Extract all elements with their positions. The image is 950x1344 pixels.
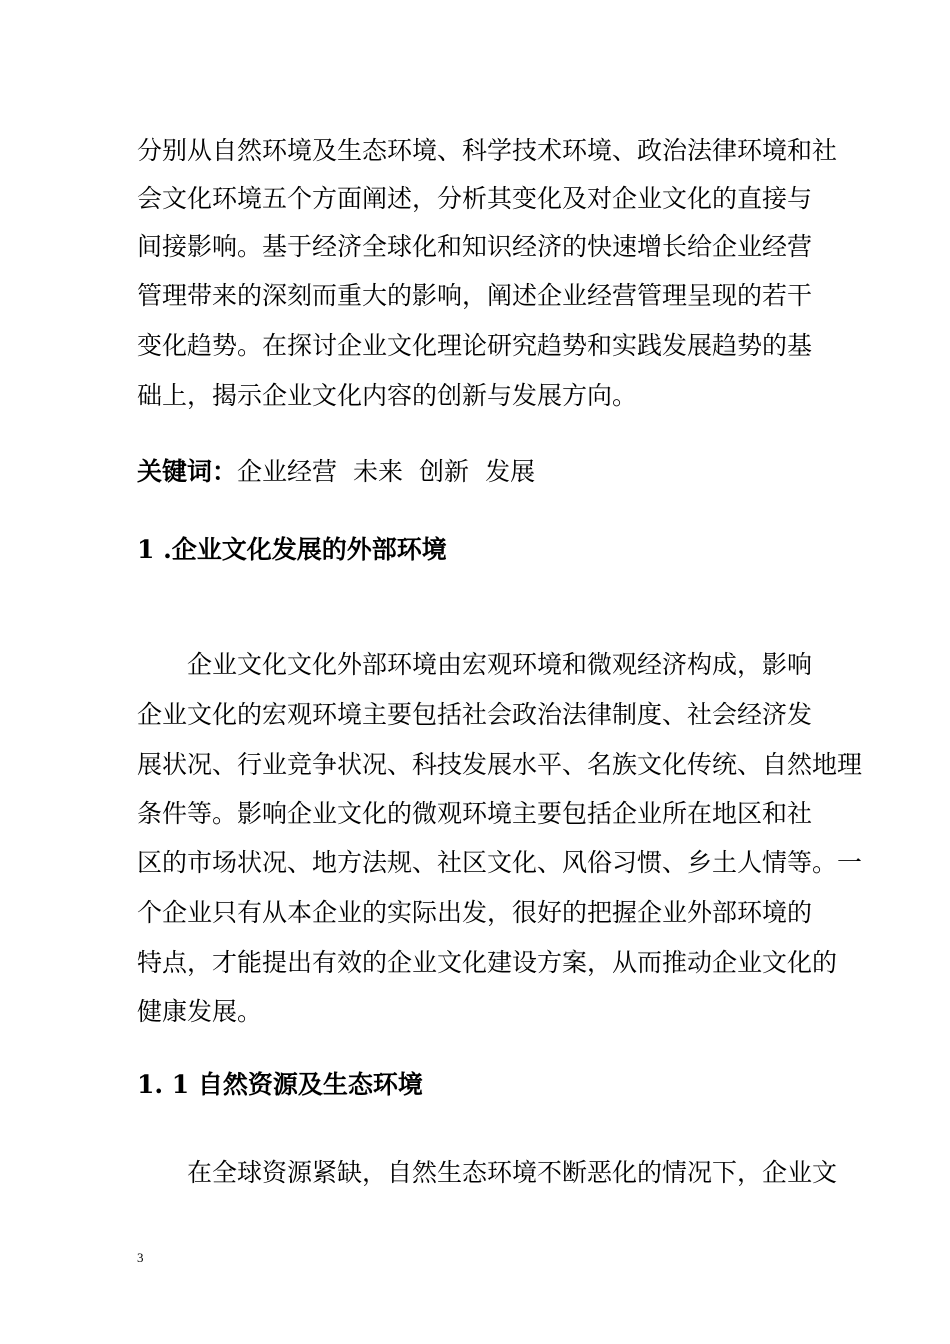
paragraph-line: 展状况、行业竞争状况、科技发展水平、名族文化传统、自然地理 [137, 750, 863, 779]
abstract-line: 分别从自然环境及生态环境、科学技术环境、政治法律环境和社 [137, 136, 838, 165]
abstract-line: 变化趋势。在探讨企业文化理论研究趋势和实践发展趋势的基 [137, 331, 813, 360]
abstract-line: 会文化环境五个方面阐述，分析其变化及对企业文化的直接与 [137, 184, 813, 213]
paragraph-line: 健康发展。 [137, 997, 263, 1026]
keywords-line [137, 457, 535, 487]
paragraph-line: 个企业只有从本企业的实际出发，很好的把握企业外部环境的 [137, 898, 813, 927]
paragraph-line: 区的市场状况、地方法规、社区文化、风俗习惯、乡土人情等。一 [137, 848, 863, 877]
paragraph-line: 特点，才能提出有效的企业文化建设方案，从而推动企业文化的 [137, 948, 838, 977]
paragraph-line: 企业文化文化外部环境由宏观环境和微观经济构成，影响 [187, 650, 813, 679]
keyword: 未来 [353, 457, 404, 486]
keyword: 创新 [419, 457, 470, 486]
paragraph-line: 在全球资源紧缺，自然生态环境不断恶化的情况下，企业文 [187, 1158, 838, 1187]
keyword: 发展 [485, 457, 536, 486]
keyword: 企业经营 [237, 457, 338, 486]
page-number: 3 [137, 1250, 144, 1265]
abstract-line: 础上，揭示企业文化内容的创新与发展方向。 [137, 381, 638, 410]
paragraph-line: 企业文化的宏观环境主要包括社会政治法律制度、社会经济发 [137, 700, 813, 729]
abstract-line: 间接影响。基于经济全球化和知识经济的快速增长给企业经营 [137, 232, 813, 261]
abstract-line: 管理带来的深刻而重大的影响，阐述企业经营管理呈现的若干 [137, 281, 813, 310]
paragraph-line: 条件等。影响企业文化的微观环境主要包括企业所在地区和社 [137, 799, 813, 828]
section-heading: 1 .企业文化发展的外部环境 [137, 535, 447, 564]
subsection-heading: 1. 1 自然资源及生态环境 [137, 1070, 423, 1099]
keywords-label: 关键词： [137, 457, 238, 486]
